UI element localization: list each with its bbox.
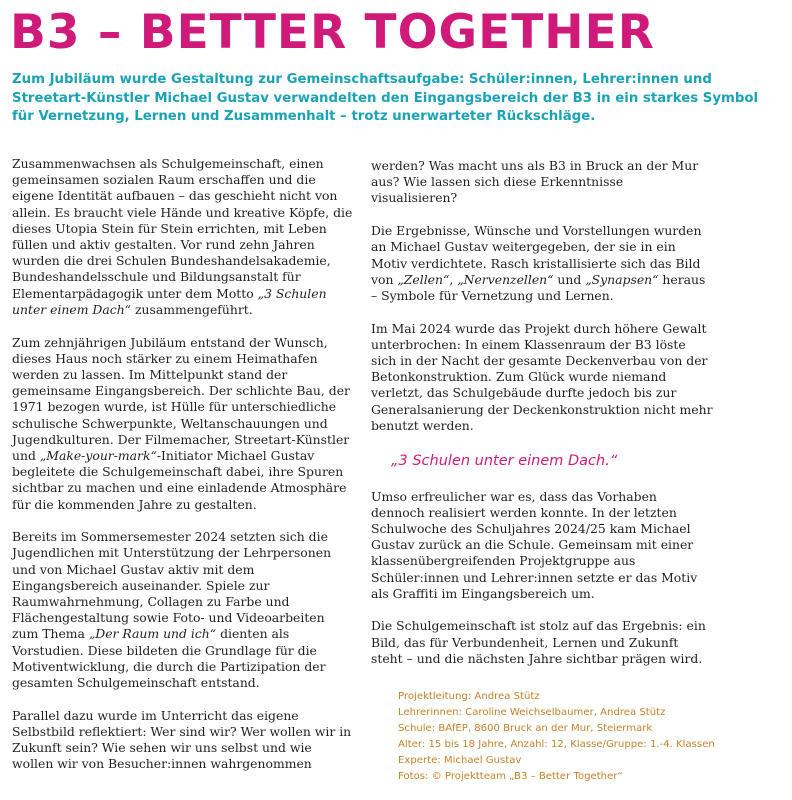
body-paragraph-3: Bereits im Sommersemester 2024 setzten sich die Jugendlichen mit Unterstützung der Lehrpersonen und von Michael Gustav aktiv mit dem Eingangsbereich auseinander. Spiele zur Raumwahrnehmung, Collagen zu Farbe und Flächengestaltung sowie Foto- und Videoarbeiten zum Thema „Der Raum und ich“ dienten als Vorstudien. Diese bildeten die Grundlage für die Motiventwicklung, die durch die Partizipation der gesamten Schulgemeinschaft entstand. [12,529,332,691]
credit-line: Projektleitung: Andrea Stütz [398,691,540,702]
project-credits [398,689,788,784]
credit-line: Fotos: © Projektteam „B3 – Better Together“ [398,770,623,782]
body-paragraph-2: Zum zehnjährigen Jubiläum entstand der Wunsch, dieses Haus noch stärker zu einem Heimathafen werden zu lassen. Im Mittelpunkt stand der gemeinsame Eingangsbereich. Der schlichte Bau, der 1971 bezogen wurde, ist Hülle für unterschiedliche schulische Schwerpunkte, Weltanschauungen und Jugendkulturen. Der Filmemacher, Streetart-Künstler und „Make-your-mark“-Initiator Michael Gustav begleitete die Schulgemeinschaft dabei, ihre Spuren sichtbar zu machen und eine einladende Atmosphäre für die kommenden Jahre zu gestalten. [12,334,350,512]
body-paragraph-8: Umso erfreulicher war es, dass das Vorhaben dennoch realisiert werden konnte. In der letzten Schulwoche des Schuljahres 2024/25 kam Michael Gustav zurück an die Schule. Gemeinsam mit einer klassenübergreifenden Projektgruppe aus Schüler:innen und Lehrer:innen setzte er das Motiv als Graffiti im Eingangsbereich um. [371,488,698,601]
theme-italic: „Der Raum und ich“ [88,626,217,642]
body-paragraph-6: Die Ergebnisse, Wünsche und Vorstellungen wurden an Michael Gustav weitergegeben, der sie in ein Motiv verdichtete. Rasch kristallisierte sich das Bild von „Zellen“, „Nervenzellen“ und „Synapsen“ heraus – Symbole für Vernetzung und Lernen. [371,223,706,303]
body-paragraph-5: werden? Was macht uns als B3 in Bruck an der Mur aus? Wie lassen sich diese Erkenntnisse visualisieren? [371,158,699,206]
credit-line: Alter: 15 bis 18 Jahre, Anzahl: 12, Klasse/Gruppe: 1.-4. Klassen [398,738,715,750]
body-paragraph-9: Die Schulgemeinschaft ist stolz auf das Ergebnis: ein Bild, das für Verbundenheit, Lernen und Zukunft steht – und die nächsten Jahre sichtbar prägen wird. [371,618,706,666]
initiative-italic: „Make-your-mark“ [39,447,157,463]
credit-line: Schule: BAfEP, 8600 Bruck an der Mur, Steiermark [398,722,653,734]
left-column [12,156,354,789]
body-paragraph-7: Im Mai 2024 wurde das Projekt durch höhere Gewalt unterbrochen: In einem Klassenraum der B3 löste sich in der Nacht der gesamte Deckenverbau von der Betonkonstruktion. Zum Glück wurde niemand verletzt, das Schulgebäude durfte jedoch bis zur Generalsanierung der Deckenkonstruktion nicht mehr benutzt werden. [371,320,713,433]
lead-paragraph: Zum Jubiläum wurde Gestaltung zur Gemeinschaftsaufgabe: Schüler:innen, Lehrer:innen und Streetart-Künstler Michael Gustav verwandelten den Eingangsbereich der B3 in ein starkes Symbol für Vernetzung, Lernen und Zusammenhalt – trotz unerwarteter Rückschläge. [12,72,759,124]
pull-quote: „3 Schulen unter einem Dach.“ [391,452,618,469]
body-paragraph-4: Parallel dazu wurde im Unterricht das eigene Selbstbild reflektiert: Wer sind wir? Wer wollen wir in Zukunft sein? Wie sehen wir uns selbst und wie wollen wir von Besucher:innen wahrgenommen [12,707,352,772]
credit-line: Lehrerinnen: Caroline Weichselbaumer, Andrea Stütz [398,706,666,718]
motto-italic: „3 Schulen unter einem Dach“ [12,285,327,317]
right-column [371,158,713,684]
body-paragraph-1: Zusammenwachsen als Schulgemeinschaft, einen gemeinsamen sozialen Raum erschaffen und die eigene Identität aufbauen – das geschieht nicht von allein. Es braucht viele Hände und kreative Köpfe, die dieses Utopia Stein für Stein errichten, mit Leben füllen und aktiv gestalten. Vor rund zehn Jahren wurden die drei Schulen Bundeshandelsakademie, Bundeshandelsschule und Bildungsanstalt für Elementarpädagogik unter dem Motto „3 Schulen unter einem Dach“ zusammengeführt. [12,156,353,317]
article-title: B3 – BETTER TOGETHER [10,5,655,60]
credit-line: Experte: Michael Gustav [398,754,522,766]
